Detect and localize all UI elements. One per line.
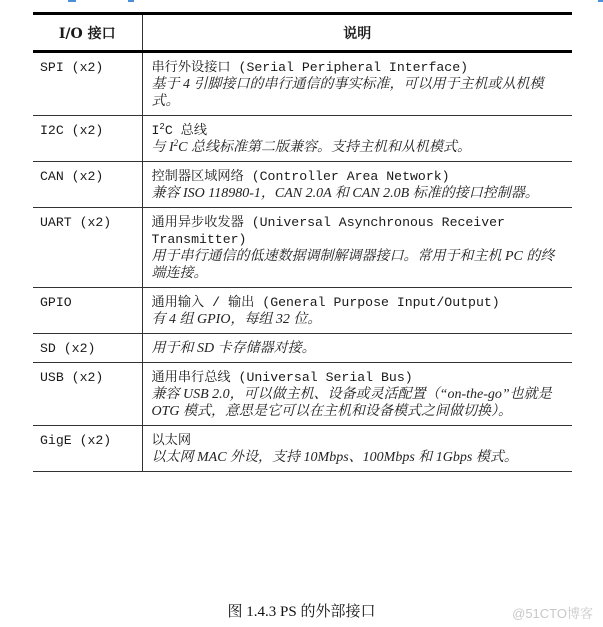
row-name: SD (x2)	[33, 334, 142, 363]
table-row-gpio	[33, 288, 572, 334]
row-name: GPIO	[33, 288, 142, 334]
row-detail: 用于串行通信的低速数据调制解调器接口。常用于和主机 PC 的终端连接。	[151, 249, 555, 281]
header-description: 说明	[142, 14, 572, 52]
table-row-usb	[33, 363, 572, 426]
detail-text: 与 I	[151, 140, 174, 155]
row-title: 通用异步收发器 (Universal Asynchronous Receiver Transmitter)	[151, 215, 505, 247]
row-description	[142, 288, 572, 334]
table-row-uart	[33, 208, 572, 288]
superscript: 2	[159, 122, 165, 132]
table-row-sd	[33, 334, 572, 363]
row-title: 串行外设接口 (Serial Peripheral Interface)	[151, 60, 469, 75]
row-title	[152, 122, 563, 139]
row-title: 控制器区域网络 (Controller Area Network)	[151, 169, 450, 184]
row-detail	[152, 139, 563, 156]
row-name: I2C (x2)	[33, 116, 142, 162]
row-detail: 兼容 USB 2.0，可以做主机、设备或灵活配置（“on-the-go”也就是 OTG 模式，意思是它可以在主机和设备模式之间做切换）。	[151, 387, 552, 419]
row-detail: 有 4 组 GPIO，每组 32 位。	[151, 312, 322, 327]
row-title: 通用输入 / 输出 (General Purpose Input/Output)	[151, 295, 500, 310]
row-title: 以太网	[151, 433, 192, 448]
row-title: 通用串行总线 (Universal Serial Bus)	[151, 370, 413, 385]
io-interface-table	[33, 12, 572, 472]
row-description	[142, 426, 572, 472]
figure-caption: 图 1.4.3 PS 的外部接口	[227, 604, 376, 620]
row-name: USB (x2)	[33, 363, 142, 426]
watermark: @51CTO博客	[512, 606, 593, 621]
table-row-i2c	[33, 116, 572, 162]
row-name: SPI (x2)	[33, 52, 142, 116]
table-header-row	[33, 14, 572, 52]
table-row-gige	[33, 426, 572, 472]
row-description	[142, 116, 572, 162]
detail-text: C 总线标准第二版兼容。支持主机和从机模式。	[178, 140, 472, 155]
table-row-spi	[33, 52, 572, 116]
row-detail: 用于和 SD 卡存储器对接。	[151, 341, 316, 356]
row-description	[142, 52, 572, 116]
row-detail: 基于 4 引脚接口的串行通信的事实标准，可以用于主机或从机模式。	[151, 77, 544, 109]
row-description	[142, 208, 572, 288]
row-description	[142, 334, 572, 363]
superscript: 2	[173, 138, 179, 148]
row-description	[142, 363, 572, 426]
row-detail: 兼容 ISO 118980-1，CAN 2.0A 和 CAN 2.0B 标准的接口控制器。	[151, 186, 539, 201]
row-name: GigE (x2)	[33, 426, 142, 472]
row-name: CAN (x2)	[33, 162, 142, 208]
title-text: I	[151, 123, 160, 138]
row-name: UART (x2)	[33, 208, 142, 288]
row-description	[142, 162, 572, 208]
header-io-interface: I/O 接口	[33, 14, 142, 52]
row-detail: 以太网 MAC 外设，支持 10Mbps、100Mbps 和 1Gbps 模式。	[151, 450, 518, 465]
title-text: C 总线	[164, 123, 208, 138]
top-edge-artifacts	[0, 0, 603, 4]
table-row-can	[33, 162, 572, 208]
